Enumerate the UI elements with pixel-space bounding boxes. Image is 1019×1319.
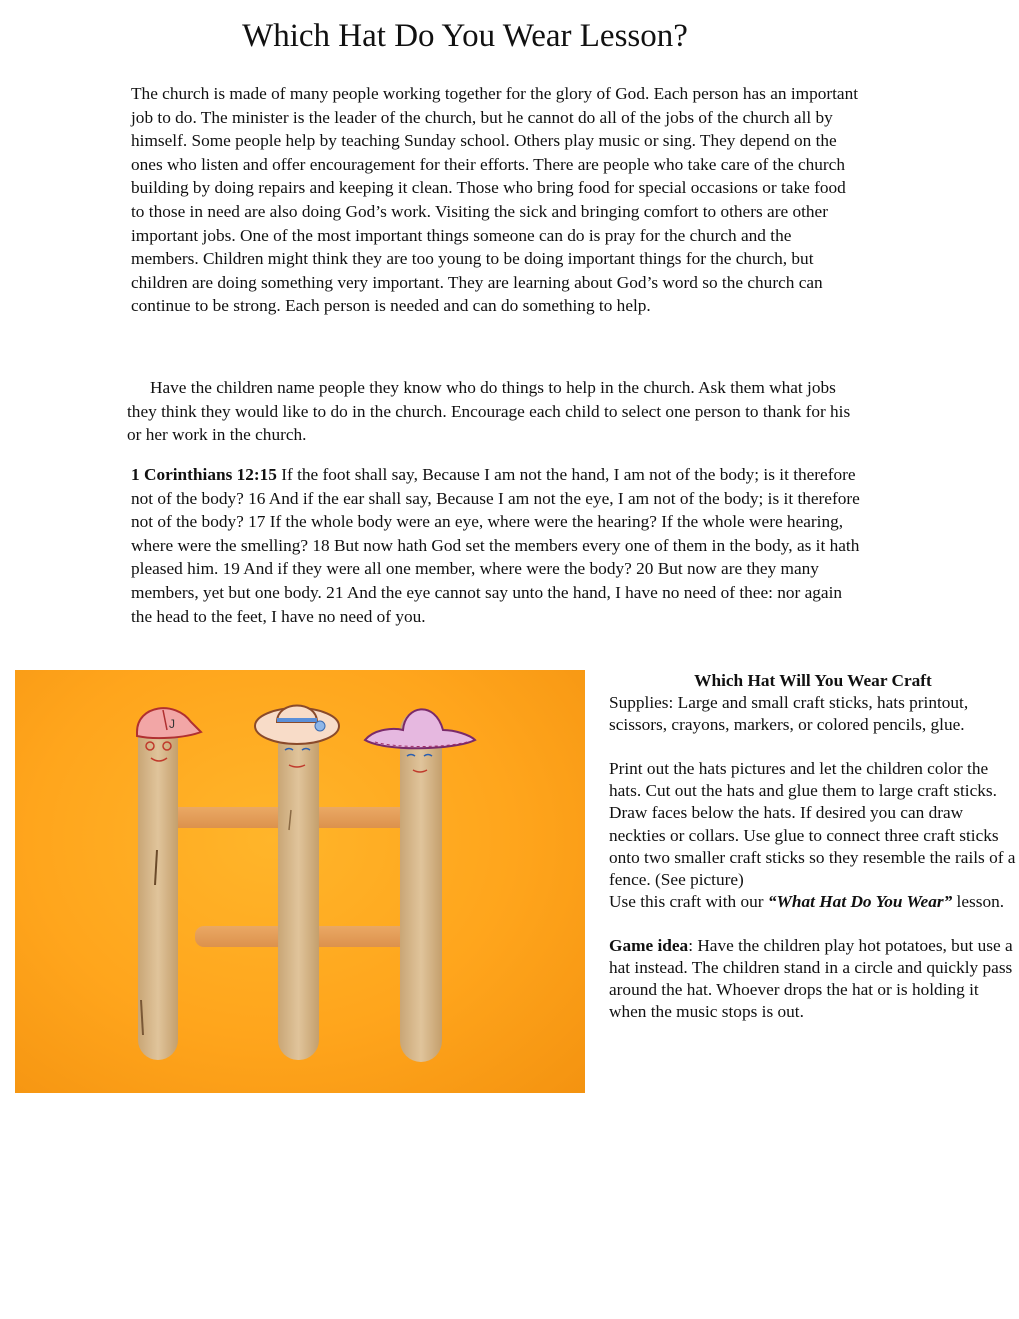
scripture-reference: 1 Corinthians 12:15	[131, 465, 277, 484]
game-idea-label: Game idea	[609, 935, 689, 955]
craft-stick-left	[138, 710, 178, 1060]
craft-lesson-link	[609, 891, 1017, 913]
sun-hat	[255, 706, 339, 745]
craft-lesson-title: “What Hat Do You Wear”	[767, 891, 953, 911]
craft-instructions: Print out the hats pictures and let the children color the hats. Cut out the hats and glue them to large craft sticks. Draw faces below the hats. If desired you can draw neckties or collars. Use glue to connect three craft sticks onto two smaller craft sticks so they resemble the rails of a fence. (See picture)	[609, 759, 1016, 889]
craft-supplies: Supplies: Large and small craft sticks, hats printout, scissors, crayons, markers, or colored pencils, glue.	[609, 693, 969, 735]
craft-lesson-link-suffix: lesson.	[952, 891, 1005, 911]
cap-hat	[137, 708, 201, 738]
lesson-paragraph-1: The church is made of many people working together for the glory of God. Each person has an important job to do. The minister is the leader of the church, but he cannot do all of the jobs of the church all by himself. Some people help by teaching Sunday school. Others play music or sing. They depend on the ones who listen and offer encouragement for their efforts. There are people who take care of the church building by doing repairs and keeping it clean. Those who bring food for special occasions or take food to those in need are also doing God’s work. Visiting the sick and bringing comfort to others are other important jobs. One of the most important things someone can do is pray for the church and the members. Children might think they are too young to be doing important things for the church, but children are doing something very important. They are learning about God’s word so the church can continue to be strong. Each person is needed and can do something to help.	[131, 84, 859, 316]
craft-section	[609, 670, 1017, 1023]
craft-sticks-illustration	[15, 670, 585, 1093]
game-idea-text: : Have the children play hot potatoes, but use a hat instead. The children stand in a circle and quickly pass around the hat. Whoever drops the hat or is holding it when the music stops is out.	[609, 935, 1013, 1022]
scripture-paragraph	[131, 463, 861, 628]
page-title: Which Hat Do You Wear Lesson?	[242, 18, 688, 54]
game-idea	[609, 935, 1017, 1023]
lesson-paragraph-2-text: Have the children name people they know who do things to help in the church. Ask them what jobs they think they would like to do in the church. Encourage each child to select one person to thank for his or her work in the church.	[127, 378, 851, 445]
cap-letter: J	[169, 717, 175, 731]
craft-lesson-link-prefix: Use this craft with our	[609, 891, 768, 911]
sombrero-hat	[365, 709, 475, 748]
scripture-text: If the foot shall say, Because I am not the hand, I am not of the body; is it therefore not of the body? 16 And if the ear shall say, Because I am not the eye, I am not of the body; is it therefore not of the body? 17 If the whole body were an eye, where were the hearing? If the whole were hearing, where were the smelling? 18 But now hath God set the members every one of them in the body, as it hath pleased him. 19 And if they were all one member, where were the body? 20 But now are they many members, yet but one body. 21 And the eye cannot say unto the hand, I have no need of thee: nor again the head to the feet, I have no need of you.	[131, 465, 860, 626]
lesson-paragraph-2	[127, 376, 862, 447]
craft-stick-middle	[278, 708, 319, 1060]
craft-stick-right	[400, 710, 442, 1062]
craft-photo	[15, 670, 585, 1093]
craft-title: Which Hat Will You Wear Craft	[694, 671, 932, 690]
